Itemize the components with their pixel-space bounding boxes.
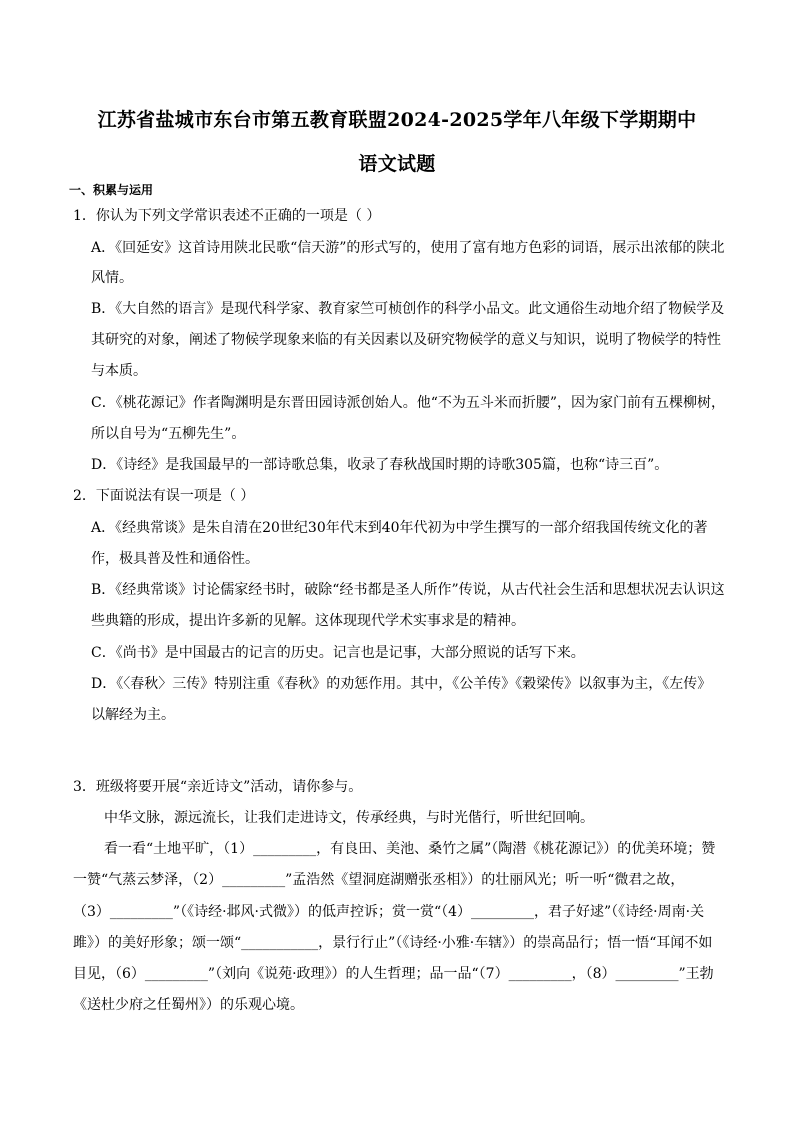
question-3-intro: 中华文脉，源远流长，让我们走进诗文，传承经典，与时光偕行，听世纪回响。 <box>104 810 594 826</box>
question-1-option-c-cont: 所以自号为“五柳先生”。 <box>91 426 246 442</box>
question-1-option-c: C．《桃花源记》作者陶渊明是东晋田园诗派创始人。他“不为五斗米而折腰”，因为家门前有五棵柳树， <box>91 395 726 411</box>
document-title: 江苏省盐城市东台市第五教育联盟2024-2025学年八年级下学期期中 <box>97 109 697 131</box>
question-2-stem: 2．下面说法有误一项是（ ） <box>73 488 255 504</box>
question-2-option-d: D．《〈春秋〉三传》特别注重《春秋》的劝惩作用。其中，《公羊传》《穀梁传》以叙事为主，《左传》 <box>91 676 712 692</box>
question-2-option-b: B．《经典常谈》讨论儒家经书时，破除“经书都是圣人所作”传说，从古代社会生活和思想状况去认识这 <box>91 582 725 598</box>
question-3-passage-line: 雎》）的美好形象；颂一颂“___________，景行行止”（《诗经·小雅·车辖》）的崇高品行；悟一悟“耳闻不如 <box>73 935 713 951</box>
question-3-passage-line: 看一看“土地平旷，（1）_________，有良田、美池、桑竹之属”（陶潜《桃花源记》）的优美环境；赞 <box>104 841 716 857</box>
question-3-passage-line: 《送杜少府之任蜀州》）的乐观心境。 <box>73 997 304 1013</box>
question-3-stem: 3．班级将要开展“亲近诗文”活动，请你参与。 <box>73 779 363 795</box>
question-3-passage-line: （3）_________”（《诗经·邶风·式微》）的低声控诉；赏一赏“（4）_________，君子好逑”（《诗经·周南·关 <box>73 904 705 920</box>
question-2-option-c: C．《尚书》是中国最古的记言的历史。记言也是记事，大部分照说的话写下来。 <box>91 645 585 661</box>
question-3-passage-line: 目见，（6）_________”（刘向《说苑·政理》）的人生哲理；品一品“（7）_________，（8）_________”王勃 <box>73 966 714 982</box>
question-1-option-b: B．《大自然的语言》是现代科学家、教育家竺可桢创作的科学小品文。此文通俗生动地介绍了物候学及 <box>91 301 725 317</box>
document-subtitle: 语文试题 <box>358 153 436 175</box>
question-2-option-b-cont: 些典籍的形成，提出许多新的见解。这体现现代学术实事求是的精神。 <box>91 613 525 629</box>
question-2-option-a: A．《经典常谈》是朱自清在20世纪30年代末到40年代初为中学生撰写的一部介绍我国传统文化的著 <box>91 520 708 536</box>
question-1-option-a: A．《回延安》这首诗用陕北民歌“信天游”的形式写的，使用了富有地方色彩的词语，展示出浓郁的陕北 <box>91 240 725 256</box>
section-heading: 一、积累与运用 <box>69 183 154 197</box>
question-1-option-b-cont: 其研究的对象，阐述了物候学现象来临的有关因素以及研究物候学的意义与知识，说明了物候学的特性 <box>91 332 721 348</box>
question-1-option-a-cont: 风情。 <box>91 270 133 286</box>
question-1-option-d: D．《诗经》是我国最早的一部诗歌总集，收录了春秋战国时期的诗歌305篇，也称“诗三百”。 <box>91 457 669 473</box>
question-3-passage-line: 一赞“气蒸云梦泽，（2）_________”孟浩然《望洞庭湖赠张丞相》）的壮丽风光；听一听“微君之故， <box>73 872 685 888</box>
question-1-stem: 1．你认为下列文学常识表述不正确的一项是（ ） <box>73 208 381 224</box>
question-2-option-d-cont: 以解经为主。 <box>91 707 175 723</box>
question-1-option-b-cont2: 与本质。 <box>91 363 147 379</box>
question-2-option-a-cont: 作，极具普及性和通俗性。 <box>91 551 259 567</box>
